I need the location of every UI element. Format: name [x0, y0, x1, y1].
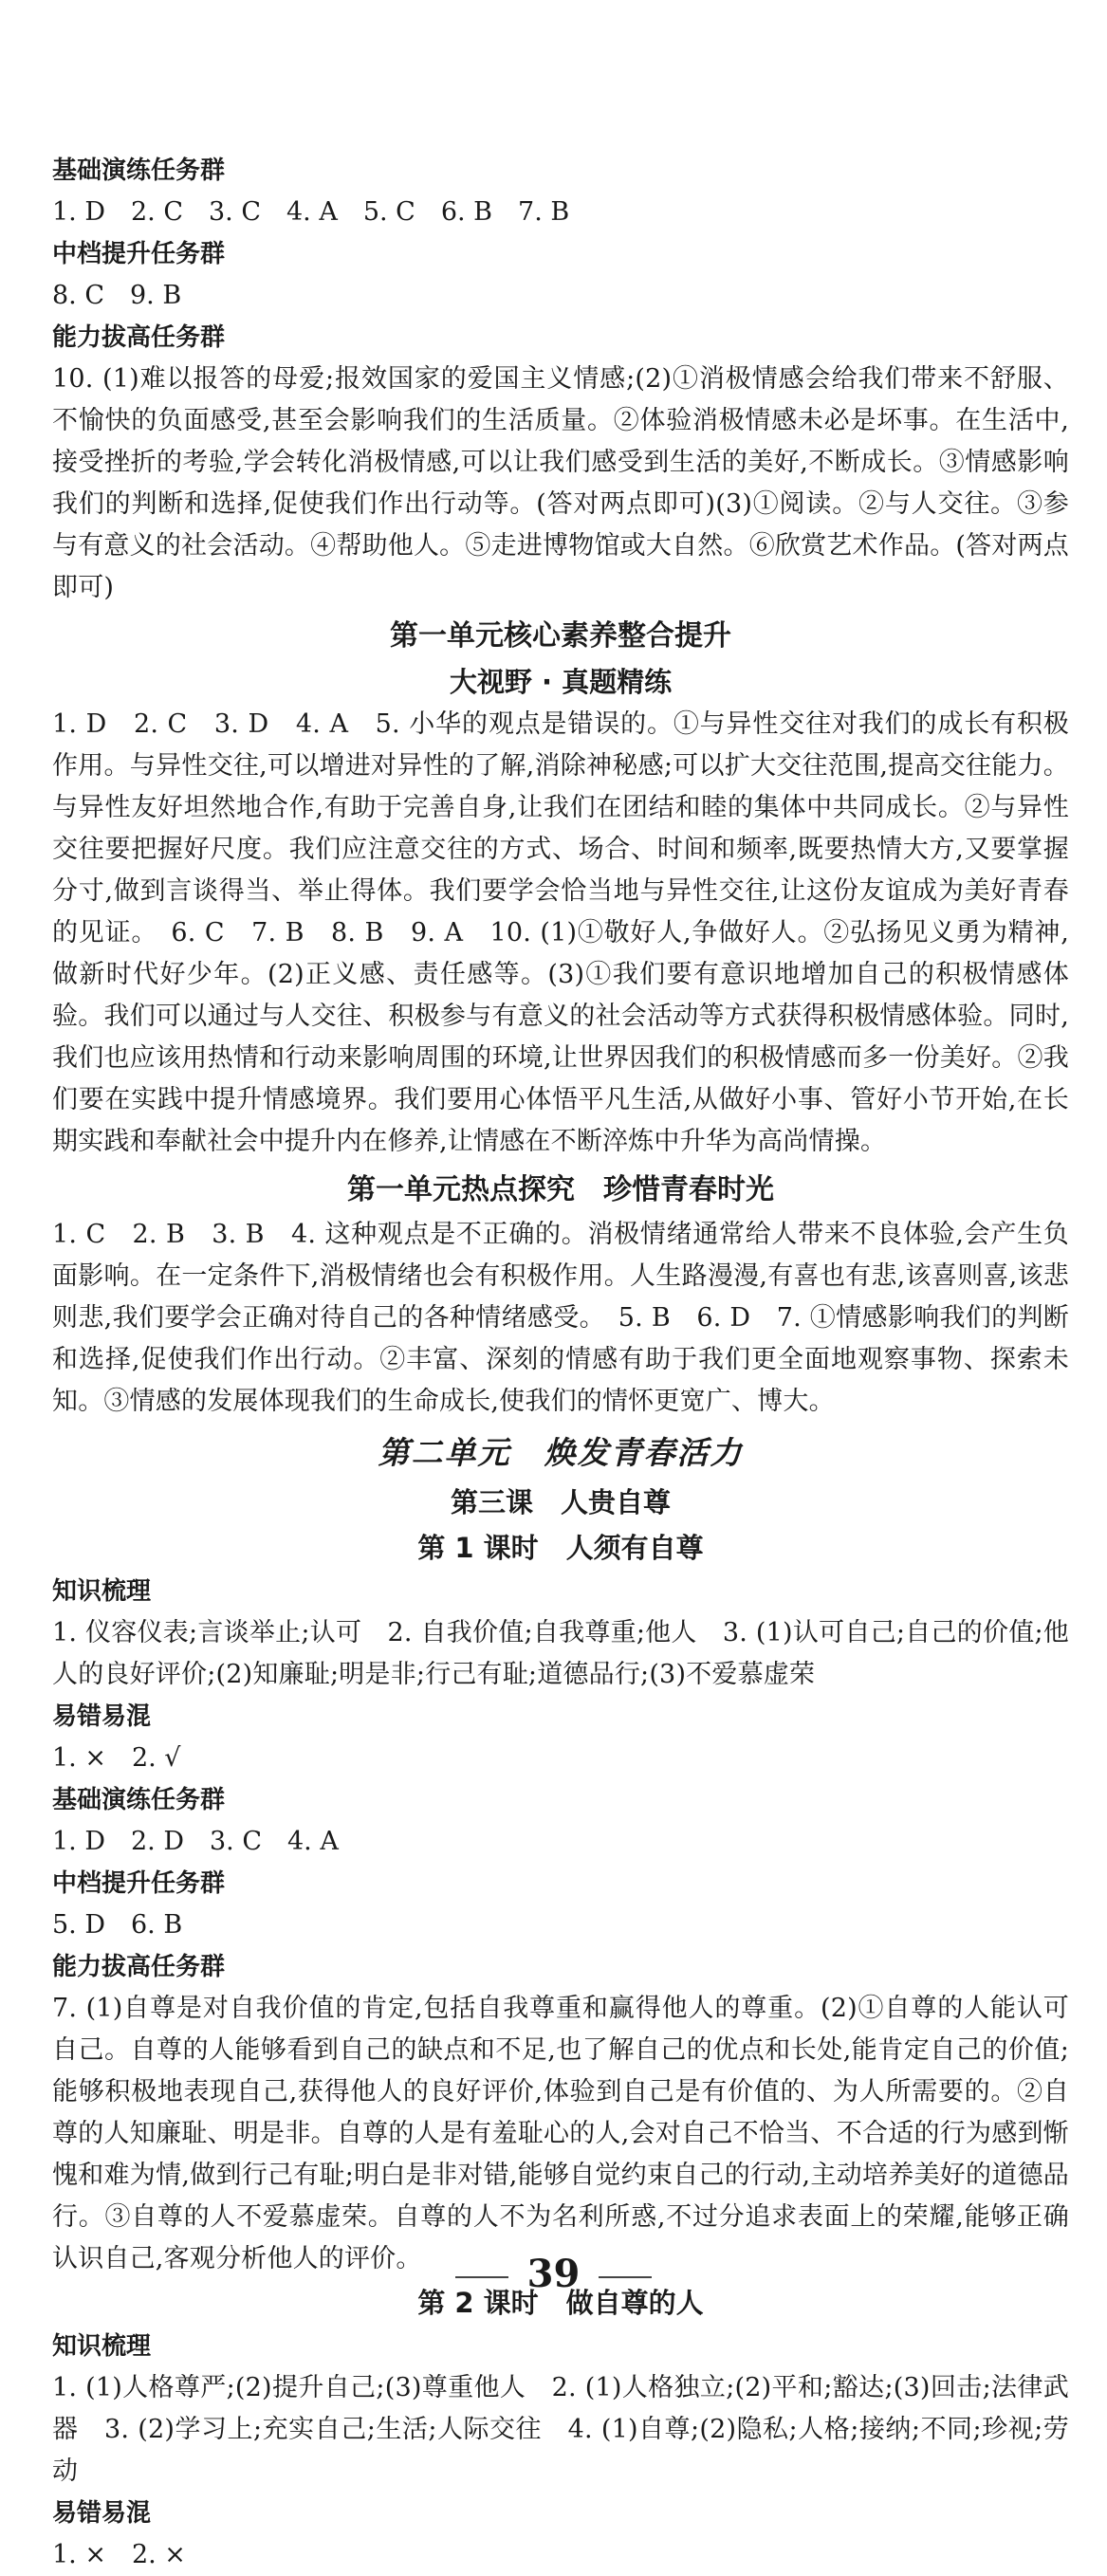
mid-tasks-answers: 8. C 9. B — [52, 281, 182, 310]
period2-title: 第 2 课时 做自尊的人 — [417, 2287, 704, 2319]
period1-title: 第 1 课时 人须有自尊 — [417, 1532, 704, 1564]
p1-knowledge-text: 1. 仪容仪表;言谈举止;认可 2. 自我价值;自我尊重;他人 3. (1)认可自己;自己的价值;他人的良好评价;(2)知廉耻;明是非;行己有耻;道德品行;(3)不爱慕虚荣 — [52, 1618, 1069, 1689]
p1-confuse-label: 易错易混 — [52, 1702, 152, 1731]
lesson3-title: 第三课 人贵自尊 — [450, 1486, 671, 1518]
adv-tasks-answers: 10. (1)难以报答的母爱;报效国家的爱国主义情感;(2)①消极情感会给我们带来不舒服、不愉快的负面感受,甚至会影响我们的生活质量。②体验消极情感未必是坏事。在生活中,接受挫折的考验,学会转化消极情感,可以让我们感受到生活的美好,不断成长。③情感影响我们的判断和选择,促使我们作出行动等。(答对两点即可)(3)①阅读。②与人交往。③参与有意义的社会活动。④帮助他人。⑤走进博物馆或大自然。⑥欣赏艺术作品。(答对两点即可) — [52, 364, 1069, 602]
p2-confuse-label: 易错易混 — [52, 2499, 152, 2528]
page-footer — [0, 2252, 1107, 2296]
unit1-hot-answers: 1. C 2. B 3. B 4. 这种观点是不正确的。消极情绪通常给人带来不良体验,会产生负面影响。在一定条件下,消极情绪也会有积极作用。人生路漫漫,有喜也有悲,该喜则喜,该悲则悲,我们要学会正确对待自己的各种情绪感受。 5. B 6. D 7. ①情感影响我们的判断和选择,促使我们作出行动。②丰富、深刻的情感有助于我们更全面地观察事物、探索未知。③情感的发展体现我们的生命成长,使我们的情怀更宽广、博大。 — [52, 1220, 1069, 1416]
basic-tasks-answers: 1. D 2. C 3. C 4. A 5. C 6. B 7. B — [52, 197, 570, 227]
footer-dash-right — [599, 2276, 652, 2278]
basic-tasks-label: 基础演练任务群 — [52, 156, 226, 185]
adv-tasks-label: 能力拔高任务群 — [52, 323, 226, 352]
p1-knowledge-label: 知识梳理 — [52, 1577, 152, 1606]
p1-basic-answers: 1. D 2. D 3. C 4. A — [52, 1827, 339, 1856]
unit1-review-answers: 1. D 2. C 3. D 4. A 5. 小华的观点是错误的。①与异性交往对我们的成长有积极作用。与异性交往,可以增进对异性的了解,消除神秘感;可以扩大交往范围,提高交往能力。与异性友好坦然地合作,有助于完善自身,让我们在团结和睦的集体中共同成长。②与异性交往要把握好尺度。我们应注意交往的方式、场合、时间和频率,既要热情大方,又要掌握分寸,做到言谈得当、举止得体。我们要学会恰当地与异性交往,让这份友谊成为美好青春的见证。 6. C 7. B 8. B 9. A 10. (1)①敬好人,争做好人。②弘扬见义勇为精神,做新时代好少年。(2)正义感、责任感等。(3)①我们要有意识地增加自己的积极情感体验。我们可以通过与人交往、积极参与有意义的社会活动等方式获得积极情感体验。同时,我们也应该用热情和行动来影响周围的环境,让世界因我们的积极情感而多一份美好。②我们要在实践中提升情感境界。我们要用心体悟平凡生活,从做好小事、管好小节开始,在长期实践和奉献社会中提升内在修养,让情感在不断淬炼中升华为高尚情操。 — [52, 709, 1069, 1156]
page-number: 39 — [526, 2252, 581, 2296]
mid-tasks-label: 中档提升任务群 — [52, 240, 226, 268]
p1-mid-label: 中档提升任务群 — [52, 1869, 226, 1898]
p1-adv-answers: 7. (1)自尊是对自我价值的肯定,包括自我尊重和赢得他人的尊重。(2)①自尊的人能认可自己。自尊的人能够看到自己的缺点和不足,也了解自己的优点和长处,能肯定自己的价值;能够积极地表现自己,获得他人的良好评价,体验到自己是有价值的、为人所需要的。②自尊的人知廉耻、明是非。自尊的人是有羞耻心的人,会对自己不恰当、不合适的行为感到惭愧和难为情,做到行己有耻;明白是非对错,能够自觉约束自己的行动,主动培养美好的道德品行。③自尊的人不爱慕虚荣。自尊的人不为名利所惑,不过分追求表面上的荣耀,能够正确认识自己,客观分析他人的评价。 — [52, 1994, 1069, 2273]
unit1-review-title: 第一单元核心素养整合提升 — [390, 619, 731, 653]
p1-adv-label: 能力拔高任务群 — [52, 1953, 226, 1981]
unit1-hot-title: 第一单元热点探究 珍惜青春时光 — [347, 1173, 774, 1206]
p2-confuse-text: 1. × 2. × — [52, 2540, 186, 2569]
p1-basic-label: 基础演练任务群 — [52, 1786, 226, 1814]
p1-confuse-text: 1. × 2. √ — [52, 1743, 181, 1773]
p2-knowledge-label: 知识梳理 — [52, 2332, 152, 2361]
footer-dash-left — [455, 2276, 508, 2278]
unit2-title: 第二单元 焕发青春活力 — [378, 1434, 744, 1471]
p1-mid-answers: 5. D 6. B — [52, 1910, 183, 1940]
p2-knowledge-text: 1. (1)人格尊严;(2)提升自己;(3)尊重他人 2. (1)人格独立;(2)平和;豁达;(3)回击;法律武器 3. (2)学习上;充实自己;生活;人际交往 4. (1)自尊;(2)隐私;人格;接纳;不同;珍视;劳动 — [52, 2373, 1069, 2486]
unit1-review-subtitle: 大视野 · 真题精练 — [449, 666, 673, 698]
